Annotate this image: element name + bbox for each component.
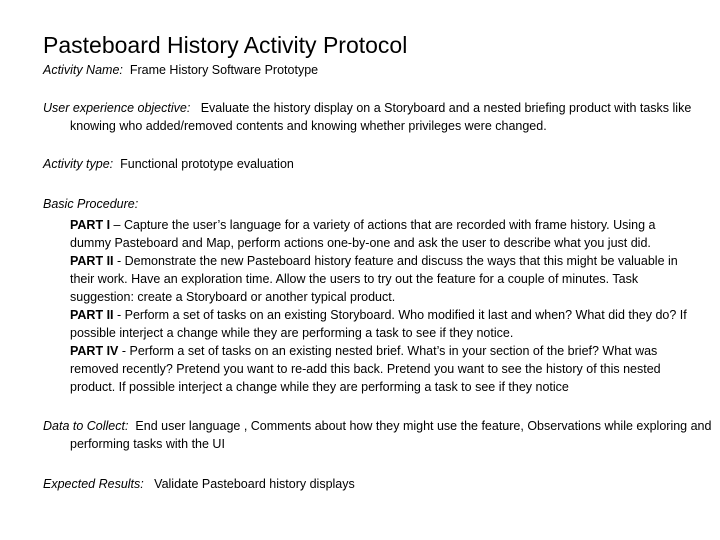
procedure-part [70, 216, 690, 252]
activity-type-label: Activity type: [43, 157, 114, 171]
activity-name-field [43, 61, 693, 79]
part-text: - Perform a set of tasks on an existing nested brief. What’s in your section of the brief? What was removed recently? Pretend you want to re-add this back. Pretend you want to see the history of this nested product. If possible interject a change while they are performing a task to see if they notice [70, 344, 661, 394]
part-name: PART II [70, 254, 114, 268]
part-name: PART I [70, 218, 111, 232]
procedure-part [70, 342, 690, 396]
activity-name-label: Activity Name: [43, 63, 123, 77]
part-text: - Demonstrate the new Pasteboard history feature and discuss the ways that this might be valuable in their work. Have an exploration time. Allow the users to try out the feature for a couple of minutes. Task suggestion: create a Storyboard or another typical product. [70, 254, 678, 304]
procedure-part [70, 252, 690, 306]
activity-type-value: Functional prototype evaluation [120, 157, 294, 171]
activity-name-value: Frame History Software Prototype [129, 63, 319, 77]
activity-type-field [43, 155, 693, 173]
expected-results-label: Expected Results: [43, 477, 144, 491]
data-to-collect-label: Data to Collect: [43, 419, 129, 433]
page-title: Pasteboard History Activity Protocol [43, 32, 408, 58]
procedure-part [70, 306, 690, 342]
expected-results-value: Validate Pasteboard history displays [154, 477, 355, 491]
ux-objective-field [43, 99, 720, 135]
procedure-heading [43, 195, 693, 213]
part-text: - Perform a set of tasks on an existing Storyboard. Who modified it last and when? What did they do? If possible interject a change while they are performing a task to see if they notice. [70, 308, 687, 340]
ux-objective-value: Evaluate the history display on a Storyboard and a nested briefing product with tasks like knowing who added/removed contents and knowing whether privileges were changed. [70, 101, 692, 133]
ux-objective-label: User experience objective: [43, 101, 191, 115]
part-name: PART II [70, 308, 114, 322]
part-text: – Capture the user’s language for a variety of actions that are recorded with frame history. Using a dummy Pasteboard and Map, perform actions one-by-one and ask the user to describe what you just did. [70, 218, 656, 250]
expected-results-field [43, 475, 693, 493]
procedure-label: Basic Procedure: [43, 197, 139, 211]
part-name: PART IV [70, 344, 119, 358]
data-to-collect-value: End user language , Comments about how they might use the feature, Observations while exploring and performing tasks with the UI [70, 419, 712, 451]
data-to-collect-field [43, 417, 720, 453]
